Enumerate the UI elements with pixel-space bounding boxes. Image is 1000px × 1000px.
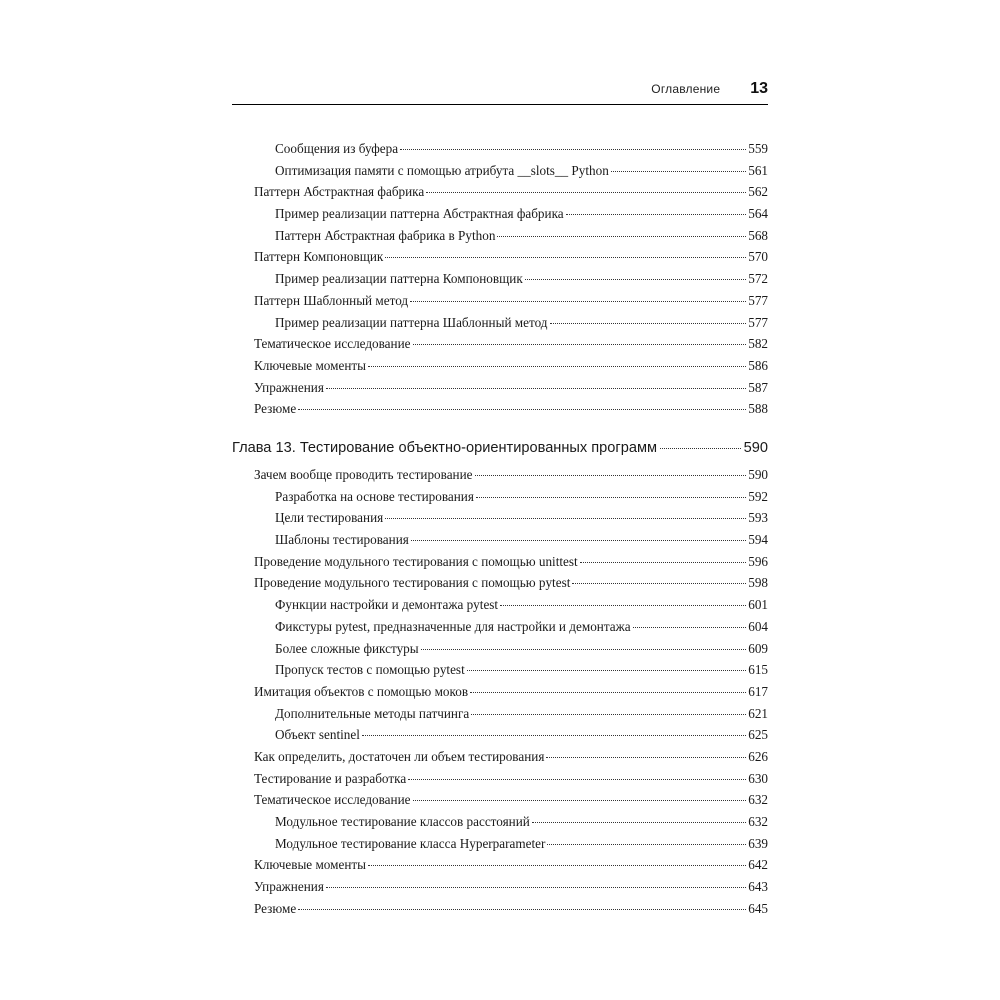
toc-entry-title: Дополнительные методы патчинга bbox=[275, 705, 470, 721]
toc-entry[interactable] bbox=[232, 401, 768, 423]
toc-entry-page: 559 bbox=[748, 141, 768, 156]
dot-leader bbox=[500, 605, 746, 606]
toc-entry-page: 621 bbox=[748, 705, 768, 721]
dot-leader bbox=[546, 757, 746, 758]
dot-leader bbox=[413, 344, 747, 345]
toc-entry-page: 570 bbox=[748, 249, 768, 265]
toc-entry-page: 630 bbox=[748, 770, 768, 786]
toc-entry-title: Тестирование и разработка bbox=[254, 770, 407, 786]
toc-entry[interactable] bbox=[232, 857, 768, 879]
toc-entry[interactable] bbox=[232, 771, 768, 793]
toc-entry[interactable] bbox=[232, 727, 768, 749]
toc-entry-title: Ключевые моменты bbox=[254, 857, 367, 873]
dot-leader bbox=[525, 279, 746, 280]
dot-leader bbox=[566, 214, 747, 215]
toc-entry[interactable] bbox=[232, 271, 768, 293]
toc-entry[interactable] bbox=[232, 163, 768, 185]
toc-entry-title: Паттерн Шаблонный метод bbox=[254, 292, 409, 308]
toc-entry-title: Более сложные фикстуры bbox=[275, 640, 419, 656]
toc-entry[interactable] bbox=[232, 489, 768, 511]
toc-entry-title: Паттерн Абстрактная фабрика bbox=[254, 184, 425, 200]
toc-entry-page: 625 bbox=[748, 727, 768, 743]
toc-entry-page: 564 bbox=[748, 206, 768, 222]
toc-entry-page: 639 bbox=[748, 835, 768, 851]
dot-leader bbox=[547, 844, 746, 845]
dot-leader bbox=[633, 627, 747, 628]
toc-entry[interactable] bbox=[232, 467, 768, 489]
toc-entry-title: Упражнения bbox=[254, 879, 324, 895]
toc-entry[interactable] bbox=[232, 293, 768, 315]
toc-entry-title: Фикстуры pytest, предназначенные для настройки и демонтажа bbox=[275, 618, 631, 634]
toc-entry-title: Модульное тестирование класса Hyperparameter bbox=[275, 835, 546, 851]
toc-entry-title: Сообщения из буфера bbox=[275, 141, 399, 156]
toc-entry-page: 587 bbox=[748, 379, 768, 395]
toc-entry[interactable] bbox=[232, 792, 768, 814]
dot-leader bbox=[532, 822, 746, 823]
toc-entry-page: 596 bbox=[748, 553, 768, 569]
toc-entry[interactable] bbox=[232, 380, 768, 402]
toc-entry-title: Оптимизация памяти с помощью атрибута __slots__ Python bbox=[275, 162, 609, 178]
toc-entry[interactable] bbox=[232, 575, 768, 597]
toc-entry[interactable] bbox=[232, 510, 768, 532]
toc-entry-page: 592 bbox=[748, 488, 768, 504]
dot-leader bbox=[400, 149, 746, 150]
chapter-page-number: 590 bbox=[743, 440, 768, 456]
toc-entry-title: Пример реализации паттерна Шаблонный метод bbox=[275, 314, 548, 330]
toc-chapter-13 bbox=[232, 440, 768, 922]
dot-leader bbox=[467, 670, 746, 671]
toc-entry-title: Тематическое исследование bbox=[254, 336, 411, 352]
toc-entry-title: Пропуск тестов с помощью pytest bbox=[275, 662, 465, 678]
toc-entry[interactable] bbox=[232, 141, 768, 163]
toc-entry[interactable] bbox=[232, 184, 768, 206]
dot-leader bbox=[368, 865, 746, 866]
toc-entry-page: 577 bbox=[748, 292, 768, 308]
dot-leader bbox=[470, 692, 746, 693]
toc-entry-page: 632 bbox=[748, 792, 768, 808]
toc-entry-title: Объект sentinel bbox=[275, 727, 360, 743]
toc-entry-title: Резюме bbox=[254, 900, 297, 916]
toc-entry-title: Упражнения bbox=[254, 379, 324, 395]
dot-leader bbox=[326, 887, 746, 888]
toc-entry-page: 632 bbox=[748, 814, 768, 829]
toc-entry-page: 577 bbox=[748, 314, 768, 330]
dot-leader bbox=[362, 735, 746, 736]
toc-entry-page: 604 bbox=[748, 618, 768, 634]
page-number: 13 bbox=[750, 80, 768, 97]
dot-leader bbox=[368, 366, 746, 367]
dot-leader bbox=[413, 800, 747, 801]
dot-leader bbox=[326, 388, 746, 389]
toc-entry[interactable] bbox=[232, 336, 768, 358]
toc-entry[interactable] bbox=[232, 836, 768, 858]
toc-entry[interactable] bbox=[232, 619, 768, 641]
dot-leader bbox=[476, 497, 746, 498]
toc-entry-page: 594 bbox=[748, 532, 768, 548]
toc-entry[interactable] bbox=[232, 749, 768, 771]
toc-entry-title: Функции настройки и демонтажа pytest bbox=[275, 597, 499, 613]
dot-leader bbox=[550, 323, 747, 324]
chapter-heading[interactable] bbox=[232, 440, 768, 467]
toc-entry-page: 572 bbox=[748, 271, 768, 287]
dot-leader bbox=[572, 583, 746, 584]
dot-leader bbox=[497, 236, 746, 237]
dot-leader bbox=[385, 257, 746, 258]
toc-entry-title: Шаблоны тестирования bbox=[275, 532, 409, 548]
chapter-title: Глава 13. Тестирование объектно-ориентированных программ bbox=[232, 440, 658, 456]
dot-leader bbox=[471, 714, 746, 715]
toc-entry-title: Как определить, достаточен ли объем тестирования bbox=[254, 748, 545, 764]
toc-entry-title: Резюме bbox=[254, 401, 297, 417]
toc-entry-page: 645 bbox=[748, 900, 768, 916]
toc-entry-page: 626 bbox=[748, 748, 768, 764]
dot-leader bbox=[411, 540, 746, 541]
toc-entry-page: 588 bbox=[748, 401, 768, 417]
toc-entry-title: Тематическое исследование bbox=[254, 792, 411, 808]
dot-leader bbox=[385, 518, 746, 519]
toc-entry-title: Паттерн Компоновщик bbox=[254, 249, 384, 265]
toc-entry-title: Пример реализации паттерна Абстрактная фабрика bbox=[275, 206, 564, 222]
running-head-title: Оглавление bbox=[651, 82, 721, 96]
toc-entry[interactable] bbox=[232, 206, 768, 228]
toc-entry-title: Разработка на основе тестирования bbox=[275, 488, 474, 504]
toc-entry[interactable] bbox=[232, 879, 768, 901]
dot-leader bbox=[580, 562, 747, 563]
toc-entry-title: Проведение модульного тестирования с помощью pytest bbox=[254, 575, 571, 591]
toc-entry[interactable] bbox=[232, 641, 768, 663]
toc-entry[interactable] bbox=[232, 228, 768, 250]
toc-entry[interactable] bbox=[232, 901, 768, 923]
toc-entry-page: 582 bbox=[748, 336, 768, 352]
toc-entry-page: 586 bbox=[748, 357, 768, 373]
toc-entry-title: Цели тестирования bbox=[275, 510, 384, 526]
running-head bbox=[232, 80, 768, 98]
toc-entry[interactable] bbox=[232, 554, 768, 576]
toc-entry[interactable] bbox=[232, 597, 768, 619]
toc-entry[interactable] bbox=[232, 684, 768, 706]
toc-entry-title: Пример реализации паттерна Компоновщик bbox=[275, 271, 523, 287]
toc-entry-title: Зачем вообще проводить тестирование bbox=[254, 467, 473, 482]
toc-entry-page: 598 bbox=[748, 575, 768, 591]
dot-leader bbox=[408, 779, 746, 780]
toc-section-continued bbox=[232, 141, 768, 423]
toc-entry[interactable] bbox=[232, 814, 768, 836]
toc-entry-page: 609 bbox=[748, 640, 768, 656]
toc-entry[interactable] bbox=[232, 662, 768, 684]
toc-entry-page: 593 bbox=[748, 510, 768, 526]
toc-entry-page: 601 bbox=[748, 597, 768, 613]
toc-entry[interactable] bbox=[232, 249, 768, 271]
dot-leader bbox=[410, 301, 746, 302]
toc-entry-title: Модульное тестирование классов расстояний bbox=[275, 814, 530, 829]
toc-entry-page: 590 bbox=[748, 467, 768, 482]
toc-entry[interactable] bbox=[232, 532, 768, 554]
dot-leader bbox=[421, 649, 747, 650]
toc-entry-title: Имитация объектов с помощью моков bbox=[254, 683, 469, 699]
dot-leader bbox=[298, 409, 746, 410]
toc-entry-page: 615 bbox=[748, 662, 768, 678]
toc-entries bbox=[232, 467, 768, 922]
dot-leader bbox=[426, 192, 746, 193]
toc-entry-page: 642 bbox=[748, 857, 768, 873]
header-rule bbox=[232, 104, 768, 105]
toc-entry-page: 568 bbox=[748, 227, 768, 243]
dot-leader bbox=[660, 448, 741, 449]
toc-entry-title: Ключевые моменты bbox=[254, 357, 367, 373]
dot-leader bbox=[298, 909, 746, 910]
toc-entry-page: 562 bbox=[748, 184, 768, 200]
toc-entry-page: 617 bbox=[748, 683, 768, 699]
toc-entry-title: Проведение модульного тестирования с помощью unittest bbox=[254, 553, 578, 569]
dot-leader bbox=[611, 171, 746, 172]
toc-entry-page: 643 bbox=[748, 879, 768, 895]
toc-entry[interactable] bbox=[232, 706, 768, 728]
toc-entry-title: Паттерн Абстрактная фабрика в Python bbox=[275, 227, 496, 243]
toc-entry-page: 561 bbox=[748, 162, 768, 178]
dot-leader bbox=[475, 475, 747, 476]
toc-entry[interactable] bbox=[232, 315, 768, 337]
toc-entry[interactable] bbox=[232, 358, 768, 380]
